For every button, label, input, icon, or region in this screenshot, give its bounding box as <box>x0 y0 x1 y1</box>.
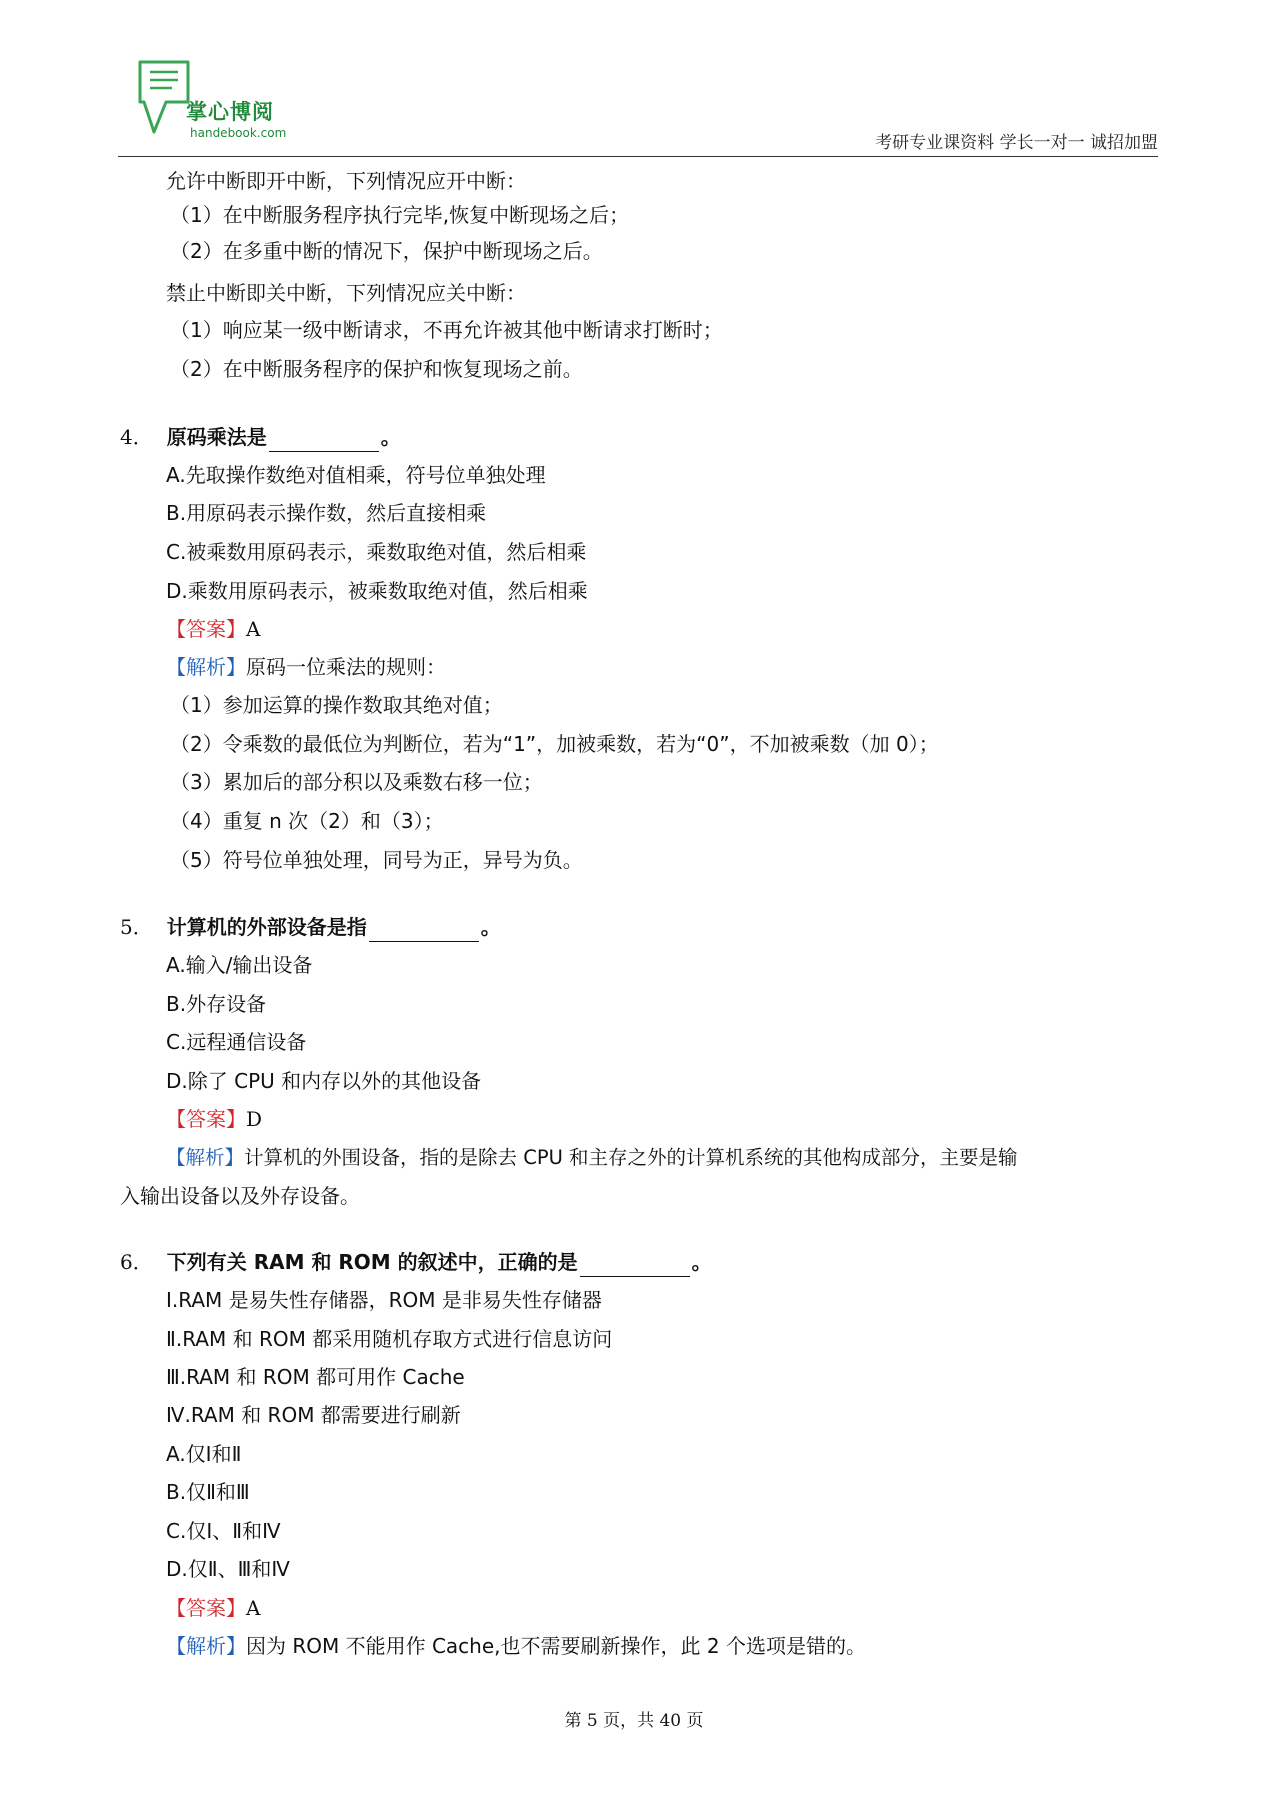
question-5-stem <box>120 912 501 942</box>
statement-4: Ⅳ.RAM 和 ROM 都需要进行刷新 <box>166 1403 461 1427</box>
option-d: D.乘数用原码表示，被乘数取绝对值，然后相乘 <box>166 579 588 603</box>
statement-2: Ⅱ.RAM 和 ROM 都采用随机存取方式进行信息访问 <box>166 1327 613 1351</box>
answer-tag: 【答案】 <box>166 1107 246 1131</box>
header-divider <box>118 156 1158 157</box>
option-a: A.仅Ⅰ和Ⅱ <box>166 1442 242 1466</box>
answer-tag: 【答案】 <box>166 1596 246 1620</box>
explanation-line <box>166 652 446 682</box>
page-number: 第 5 页，共 40 页 <box>564 1711 704 1731</box>
option-c: C.被乘数用原码表示，乘数取绝对值，然后相乘 <box>166 540 587 564</box>
page-header <box>118 58 1158 158</box>
answer-value: D <box>246 1107 263 1131</box>
answer-line <box>166 614 260 644</box>
intro-line: （2）在中断服务程序的保护和恢复现场之前。 <box>170 357 583 381</box>
logo-domain: handebook.com <box>190 126 287 140</box>
rule-step: （1）参加运算的操作数取其绝对值； <box>170 693 503 717</box>
question-end: 。 <box>691 1250 712 1274</box>
explanation-tag: 【解析】 <box>166 1634 246 1658</box>
question-6-stem <box>120 1247 712 1277</box>
answer-tag: 【答案】 <box>166 617 246 641</box>
answer-line <box>166 1104 262 1134</box>
option-b: B.用原码表示操作数，然后直接相乘 <box>166 501 487 525</box>
option-a: A.输入/输出设备 <box>166 953 313 977</box>
explanation-tag: 【解析】 <box>166 1146 245 1169</box>
explanation-line <box>166 1143 1018 1173</box>
question-text: 计算机的外部设备是指 <box>166 915 367 939</box>
rule-step: （3）累加后的部分积以及乘数右移一位； <box>170 770 543 794</box>
question-text: 下列有关 RAM 和 ROM 的叙述中，正确的是 <box>166 1250 578 1274</box>
question-number: 6． <box>120 1250 153 1274</box>
option-d: D.除了 CPU 和内存以外的其他设备 <box>166 1069 482 1093</box>
question-4-stem <box>120 422 401 452</box>
answer-value: A <box>246 1596 261 1620</box>
question-number: 4． <box>120 425 153 449</box>
question-end: 。 <box>380 425 401 449</box>
handebook-logo <box>136 58 396 146</box>
question-number: 5． <box>120 915 153 939</box>
explanation-text: 因为 ROM 不能用作 Cache,也不需要刷新操作，此 2 个选项是错的。 <box>246 1634 866 1658</box>
option-a: A.先取操作数绝对值相乘，符号位单独处理 <box>166 463 546 487</box>
answer-blank <box>269 429 379 452</box>
explanation-tag: 【解析】 <box>166 655 246 679</box>
answer-line <box>166 1593 260 1623</box>
header-slogan: 考研专业课资料 学长一对一 诚招加盟 <box>875 133 1158 153</box>
option-c: C.远程通信设备 <box>166 1030 307 1054</box>
explanation-text: 计算机的外围设备，指的是除去 CPU 和主存之外的计算机系统的其他构成部分，主要是输 <box>244 1146 1018 1169</box>
intro-line: 禁止中断即关中断，下列情况应关中断： <box>166 281 526 305</box>
answer-blank <box>580 1254 690 1277</box>
explanation-line <box>166 1631 866 1661</box>
question-end: 。 <box>480 915 501 939</box>
intro-line: （2）在多重中断的情况下，保护中断现场之后。 <box>170 239 603 263</box>
intro-line: 允许中断即开中断，下列情况应开中断： <box>166 169 526 193</box>
rule-step: （4）重复 n 次（2）和（3）； <box>170 809 444 833</box>
rule-step: （2）令乘数的最低位为判断位，若为“1”，加被乘数，若为“0”，不加被乘数（加 0）； <box>170 732 939 756</box>
option-c: C.仅Ⅰ、Ⅱ和Ⅳ <box>166 1519 281 1543</box>
question-text: 原码乘法是 <box>166 425 267 449</box>
option-b: B.外存设备 <box>166 992 267 1016</box>
answer-value: A <box>246 617 261 641</box>
option-d: D.仅Ⅱ、Ⅲ和Ⅳ <box>166 1557 290 1581</box>
explanation-continuation: 入输出设备以及外存设备。 <box>120 1184 360 1208</box>
statement-1: Ⅰ.RAM 是易失性存储器，ROM 是非易失性存储器 <box>166 1288 602 1312</box>
intro-line: （1）响应某一级中断请求，不再允许被其他中断请求打断时； <box>170 318 723 342</box>
intro-line: （1）在中断服务程序执行完毕,恢复中断现场之后； <box>170 203 630 227</box>
statement-3: Ⅲ.RAM 和 ROM 都可用作 Cache <box>166 1365 465 1389</box>
answer-blank <box>369 919 479 942</box>
option-b: B.仅Ⅱ和Ⅲ <box>166 1480 250 1504</box>
explanation-text: 原码一位乘法的规则： <box>246 655 446 679</box>
rule-step: （5）符号位单独处理，同号为正，异号为负。 <box>170 848 583 872</box>
logo-chinese-name: 掌心博阅 <box>186 100 274 124</box>
